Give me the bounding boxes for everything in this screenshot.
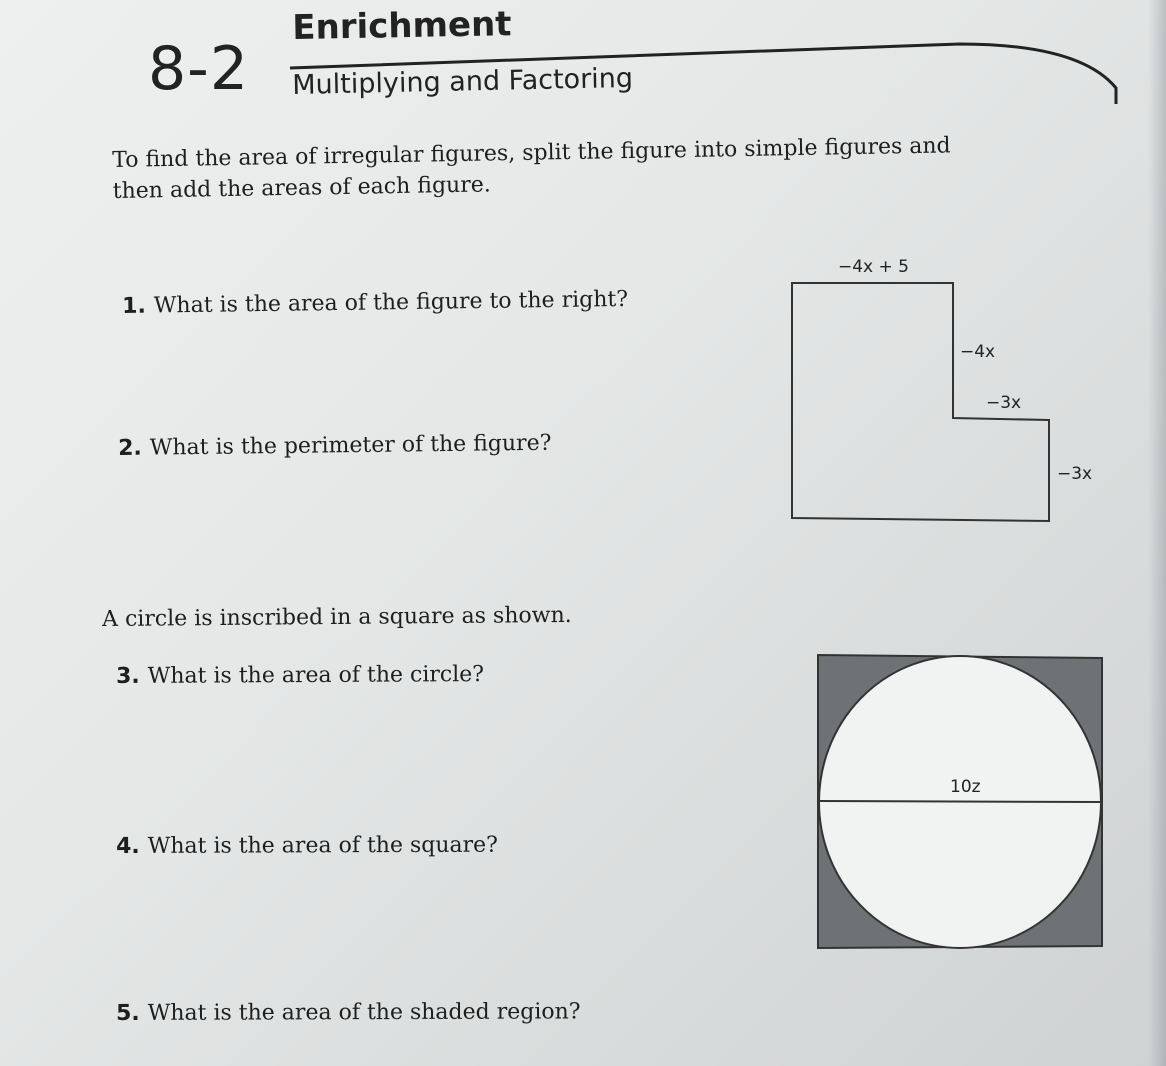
lesson-title: Enrichment	[292, 4, 512, 48]
question-number: 2.	[118, 435, 142, 461]
question-text: What is the perimeter of the figure?	[149, 430, 552, 461]
question-text: What is the area of the figure to the right?	[153, 286, 629, 319]
intro-paragraph: To find the area of irregular figures, split the figure into simple figures and then add the areas of each figure.	[112, 133, 951, 204]
label-step-vertical: −4x	[960, 342, 996, 362]
irregular-figure	[792, 257, 1092, 521]
question-text: What is the area of the shaded region?	[147, 999, 581, 1026]
lesson-number: 8-2	[148, 34, 249, 104]
diameter-line	[820, 801, 1101, 802]
circle-section-intro: A circle is inscribed in a square as shown.	[102, 602, 572, 632]
label-diameter: 10z	[950, 777, 981, 797]
question-text: What is the area of the square?	[147, 832, 498, 859]
question-text: What is the area of the circle?	[147, 662, 485, 689]
question-number: 5.	[116, 1000, 140, 1026]
question-number: 3.	[116, 663, 140, 689]
label-right-side: −3x	[1057, 464, 1093, 484]
inscribed-circle-figure	[818, 655, 1102, 948]
lesson-subtitle: Multiplying and Factoring	[292, 62, 634, 101]
question-number: 1.	[122, 293, 147, 319]
label-step-horizontal: −3x	[986, 393, 1022, 413]
question-number: 4.	[116, 833, 140, 859]
label-top-side: −4x + 5	[838, 257, 909, 277]
